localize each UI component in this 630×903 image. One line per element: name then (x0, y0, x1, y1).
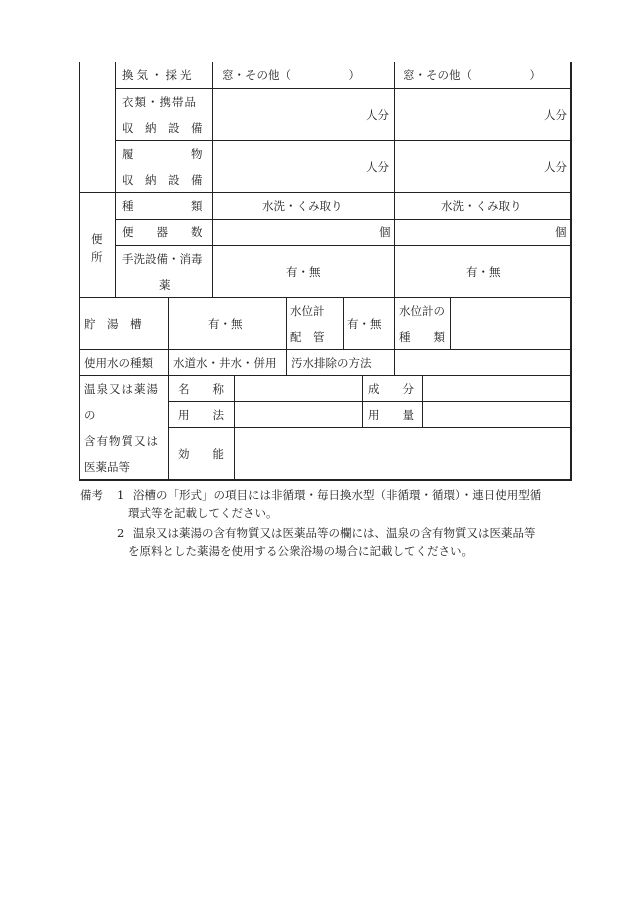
clothing-unit-a: 人分 (366, 108, 389, 122)
divider-h (79, 297, 571, 298)
divider-h (115, 219, 571, 220)
footwear-label-2: 収 納 設 備 (122, 173, 203, 187)
handwash-label-1: 手洗設備・消毒 (122, 252, 203, 266)
divider-h (79, 192, 571, 193)
toilet-group-label-1: 便 (91, 232, 103, 246)
footwear-unit-a: 人分 (366, 160, 389, 174)
divider-v (394, 62, 395, 297)
divider-v (168, 297, 169, 349)
handwash-label-2: 薬 (159, 278, 171, 292)
handwash-value-a: 有・無 (286, 265, 321, 279)
remark-number-1: 1 (117, 488, 125, 502)
usage-label: 用 法 (178, 408, 224, 422)
name-label: 名 称 (178, 382, 224, 396)
hot-spring-label-4: 医薬品等 (84, 460, 130, 474)
divider-h (79, 375, 571, 376)
ventilation-label: 換気・採光 (122, 68, 195, 82)
remarks-title: 備考 (80, 488, 103, 502)
clothing-label-1: 衣類・携帯品 (122, 95, 197, 109)
remark-2-line-2: を原料とした薬湯を使用する公衆浴場の場合に記載してください。 (128, 544, 473, 558)
ventilation-value-a: 窓・その他（ ） (222, 68, 360, 82)
divider-h (115, 245, 571, 246)
footwear-label-1: 履 物 (122, 147, 203, 161)
border-right (570, 62, 572, 481)
divider-h (115, 88, 571, 89)
water-type-label: 使用水の種類 (84, 356, 153, 370)
level-pipe-value: 有・無 (347, 317, 382, 331)
effect-label: 効 能 (178, 447, 224, 461)
remark-2-line-1: 温泉又は薬湯の含有物質又は医薬品等の欄には、温泉の含有物質又は医薬品等 (133, 526, 536, 540)
remark-number-2: 2 (117, 526, 125, 540)
remark-1-line-2: 環式等を記載してください。 (128, 506, 278, 520)
remark-1-line-1: 浴槽の「形式」の項目には非循環・毎日換水型（非循環・循環）・連日使用型循 (133, 488, 542, 502)
level-pipe-label-2: 配 管 (290, 330, 325, 344)
level-type-label-2: 種 類 (399, 330, 445, 344)
footwear-unit-b: 人分 (544, 160, 567, 174)
toilet-type-value-b: 水洗・くみ取り (441, 199, 522, 213)
divider-v (212, 62, 213, 297)
divider-v (286, 297, 287, 375)
toilet-type-label: 種 類 (122, 199, 203, 213)
level-pipe-label-1: 水位計 (290, 304, 325, 318)
level-type-label-1: 水位計の (399, 304, 445, 318)
divider-v (115, 62, 116, 297)
divider-v (168, 349, 169, 480)
storage-tank-label: 貯 湯 槽 (84, 317, 142, 331)
hot-spring-label-1: 温泉又は薬湯 (84, 382, 159, 396)
storage-tank-value: 有・無 (208, 317, 243, 331)
border-bottom (79, 479, 572, 481)
hot-spring-label-2: の (84, 408, 96, 422)
handwash-value-b: 有・無 (466, 265, 501, 279)
component-label: 成 分 (368, 382, 414, 396)
ventilation-value-b: 窓・その他（ ） (403, 68, 541, 82)
divider-v (450, 297, 451, 349)
water-type-value: 水道水・井水・併用 (173, 356, 277, 370)
clothing-label-2: 収 納 設 備 (122, 121, 203, 135)
divider-v (343, 297, 344, 349)
divider-h (79, 349, 571, 350)
toilet-count-label: 便 器 数 (122, 225, 203, 239)
drain-method-label: 汚水排除の方法 (291, 356, 372, 370)
divider-v (394, 297, 395, 375)
toilet-count-unit-a: 個 (379, 225, 391, 239)
divider-h (168, 427, 571, 428)
hot-spring-label-3: 含有物質又は (84, 434, 159, 448)
amount-label: 用 量 (368, 408, 414, 422)
toilet-count-unit-b: 個 (555, 225, 567, 239)
toilet-type-value-a: 水洗・くみ取り (262, 199, 343, 213)
divider-h (168, 401, 571, 402)
divider-h (115, 140, 571, 141)
toilet-group-label-2: 所 (91, 250, 103, 264)
border-left (79, 62, 80, 480)
clothing-unit-b: 人分 (544, 108, 567, 122)
